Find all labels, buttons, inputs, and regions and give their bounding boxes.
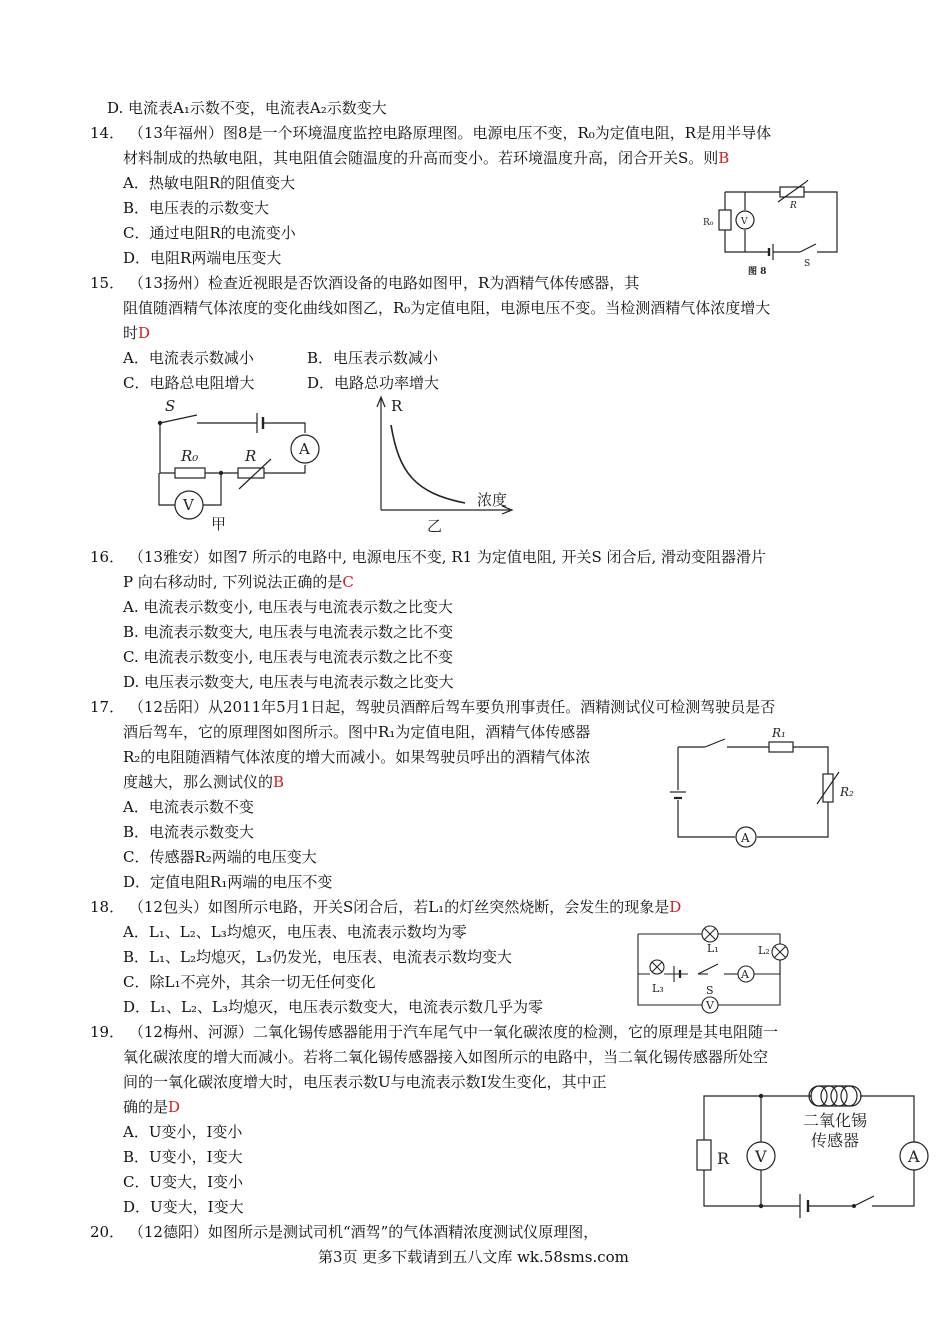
q15-option-c: C．电路总电阻增大 bbox=[123, 374, 255, 392]
q17-option-d: D．定值电阻R₁两端的电压不变 bbox=[123, 873, 333, 891]
q15-graph-x-axis-label: 浓度 bbox=[477, 491, 508, 509]
q17-fig-r1-label: R₁ bbox=[772, 726, 786, 740]
q19-fig-sensor-label-1: 二氧化锡 bbox=[803, 1111, 868, 1130]
q16-answer: C bbox=[342, 573, 354, 591]
q13-option-d: D. 电流表A₁示数不变，电流表A₂示数变大 bbox=[107, 99, 387, 117]
q16-option-b: B. 电流表示数变大, 电压表与电流表示数之比不变 bbox=[123, 623, 454, 641]
q18-option-d: D．L₁、L₂、L₃均熄灭，电压表示数变大，电流表示数几乎为零 bbox=[123, 998, 543, 1016]
q15-answer: D bbox=[138, 324, 151, 342]
q19-fig-sensor-label-2: 传感器 bbox=[811, 1131, 860, 1150]
q19-option-a: A．U变小，I变小 bbox=[123, 1123, 243, 1141]
q15-option-b: B．电压表示数减小 bbox=[307, 349, 439, 367]
q14-fig-voltmeter-label: V bbox=[741, 217, 748, 227]
q19-option-d: D．U变大，I变大 bbox=[123, 1198, 244, 1216]
q18-stem-line1: 18． （12包头）如图所示电路，开关S闭合后，若L₁的灯丝突然烧断，会发生的现象是D bbox=[90, 898, 682, 916]
q15-fig-r-label: R bbox=[245, 447, 257, 465]
q16-stem-line2: P 向右移动时, 下列说法正确的是C bbox=[123, 573, 354, 591]
q17-stem-line1: 17． （12岳阳）从2011年5月1日起，驾驶员酒醉后驾车要负刑事责任。酒精测试仪可检测驾驶员是否 bbox=[90, 698, 776, 716]
q18-fig-l3-label: L₃ bbox=[652, 982, 664, 995]
q19-answer: D bbox=[168, 1098, 181, 1116]
q17-circuit-figure bbox=[665, 722, 865, 852]
q16-stem-line1: 16． （13雅安）如图7 所示的电路中, 电源电压不变, R1 为定值电阻, 开关S 闭合后, 滑动变阻器滑片 bbox=[90, 548, 767, 566]
q19-stem-line2: 氧化碳浓度的增大而减小。若将二氧化锡传感器接入如图所示的电路中，当二氧化锡传感器所处空 bbox=[123, 1048, 769, 1066]
q15-stem-line2: 阻值随酒精气体浓度的变化曲线如图乙，R₀为定值电阻，电源电压不变。当检测酒精气体浓度增大 bbox=[123, 299, 771, 317]
q15-fig1-caption: 甲 bbox=[211, 515, 227, 533]
q17-fig-ammeter-label: A bbox=[741, 831, 750, 845]
q17-fig-r2-label: R₂ bbox=[840, 785, 854, 799]
q14-option-d: D．电阻R两端电压变大 bbox=[123, 249, 282, 267]
q19-option-b: B．U变小，I变大 bbox=[123, 1148, 243, 1166]
q15-fig-ammeter-label: A bbox=[299, 440, 310, 458]
q14-fig-switch-label: S bbox=[804, 259, 811, 269]
q15-option-a: A．电流表示数减小 bbox=[123, 349, 254, 367]
q18-option-a: A．L₁、L₂、L₃均熄灭，电压表、电流表示数均为零 bbox=[123, 923, 467, 941]
q19-fig-voltmeter-label: V bbox=[755, 1147, 767, 1166]
q16-option-a: A. 电流表示数变小, 电压表与电流表示数之比变大 bbox=[123, 598, 453, 616]
q18-fig-switch-label: S bbox=[706, 984, 714, 997]
q19-stem-line4: 确的是D bbox=[123, 1098, 181, 1116]
q14-option-b: B．电压表的示数变大 bbox=[123, 199, 270, 217]
q15-circuit-figure-jia bbox=[135, 395, 330, 535]
q14-fig-r0-label: R₀ bbox=[703, 218, 714, 228]
q17-stem-line2: 酒后驾车，它的原理图如图所示。图中R₁为定值电阻，酒精气体传感器 bbox=[123, 723, 591, 741]
q18-fig-l2-label: L₂ bbox=[758, 944, 770, 957]
q17-stem-line3: R₂的电阻随酒精气体浓度的增大而减小。如果驾驶员呼出的酒精气体浓 bbox=[123, 748, 591, 766]
q16-option-d: D. 电压表示数变大, 电压表与电流表示数之比变大 bbox=[123, 673, 454, 691]
q15-fig-r0-label: R₀ bbox=[181, 447, 199, 465]
q15-option-d: D．电路总功率增大 bbox=[307, 374, 440, 392]
q18-fig-voltmeter-label: V bbox=[706, 999, 714, 1012]
q19-fig-r-label: R bbox=[717, 1149, 730, 1168]
q18-option-b: B．L₁、L₂均熄灭，L₃仍发光，电压表、电流表示数均变大 bbox=[123, 948, 512, 966]
q18-fig-ammeter-label: A bbox=[741, 968, 749, 981]
q15-graph-caption: 乙 bbox=[427, 517, 443, 535]
q14-circuit-figure bbox=[700, 180, 850, 280]
q19-circuit-figure bbox=[690, 1078, 935, 1228]
q14-answer: B bbox=[718, 149, 730, 167]
q14-fig-r-label: R bbox=[790, 201, 797, 211]
q14-option-c: C．通过电阻R的电流变小 bbox=[123, 224, 296, 242]
q15-graph-y-axis-label: R bbox=[391, 397, 403, 415]
q17-option-c: C．传感器R₂两端的电压变大 bbox=[123, 848, 317, 866]
q18-circuit-figure bbox=[630, 922, 800, 1018]
q15-fig-voltmeter-label: V bbox=[183, 496, 194, 514]
q14-option-a: A．热敏电阻R的阻值变大 bbox=[123, 174, 296, 192]
q17-answer: B bbox=[273, 773, 285, 791]
q18-answer: D bbox=[669, 898, 682, 916]
q15-graph-figure-yi bbox=[365, 393, 525, 538]
q16-option-c: C. 电流表示数变小, 电压表与电流表示数之比不变 bbox=[123, 648, 454, 666]
q14-stem-line1: 14． （13年福州）图8是一个环境温度监控电路原理图。电源电压不变，R₀为定值电阻，R是用半导体 bbox=[90, 124, 772, 142]
q19-stem-line1: 19． （12梅州、河源）二氧化锡传感器能用于汽车尾气中一氧化碳浓度的检测，它的原理是其电阻随一 bbox=[90, 1023, 778, 1041]
q15-stem-line1: 15． （13扬州）检查近视眼是否饮酒设备的电路如图甲，R为酒精气体传感器，其 bbox=[90, 274, 640, 292]
q18-fig-l1-label: L₁ bbox=[707, 942, 719, 955]
q19-option-c: C．U变大，I变小 bbox=[123, 1173, 244, 1191]
q17-option-a: A．电流表示数不变 bbox=[123, 798, 254, 816]
q17-option-b: B．电流表示数变大 bbox=[123, 823, 255, 841]
q18-option-c: C．除L₁不亮外，其余一切无任何变化 bbox=[123, 973, 376, 991]
q17-stem-line4: 度越大，那么测试仪的B bbox=[123, 773, 285, 791]
q20-stem-line1: 20． （12德阳）如图所示是测试司机“酒驾”的气体酒精浓度测试仪原理图， bbox=[90, 1223, 599, 1241]
q15-fig-switch-label: S bbox=[165, 397, 176, 415]
q14-fig-caption: 图 8 bbox=[748, 267, 767, 277]
q15-stem-line3: 时D bbox=[123, 324, 151, 342]
q19-fig-ammeter-label: A bbox=[908, 1147, 920, 1166]
q14-stem-line2: 材料制成的热敏电阻，其电阻值会随温度的升高而变小。若环境温度升高，闭合开关S。则B bbox=[123, 149, 730, 167]
q19-stem-line3: 间的一氧化碳浓度增大时，电压表示数U与电流表示数I发生变化，其中正 bbox=[123, 1073, 607, 1091]
page-footer: 第3页 更多下载请到五八文库 wk.58sms.com bbox=[318, 1248, 629, 1266]
